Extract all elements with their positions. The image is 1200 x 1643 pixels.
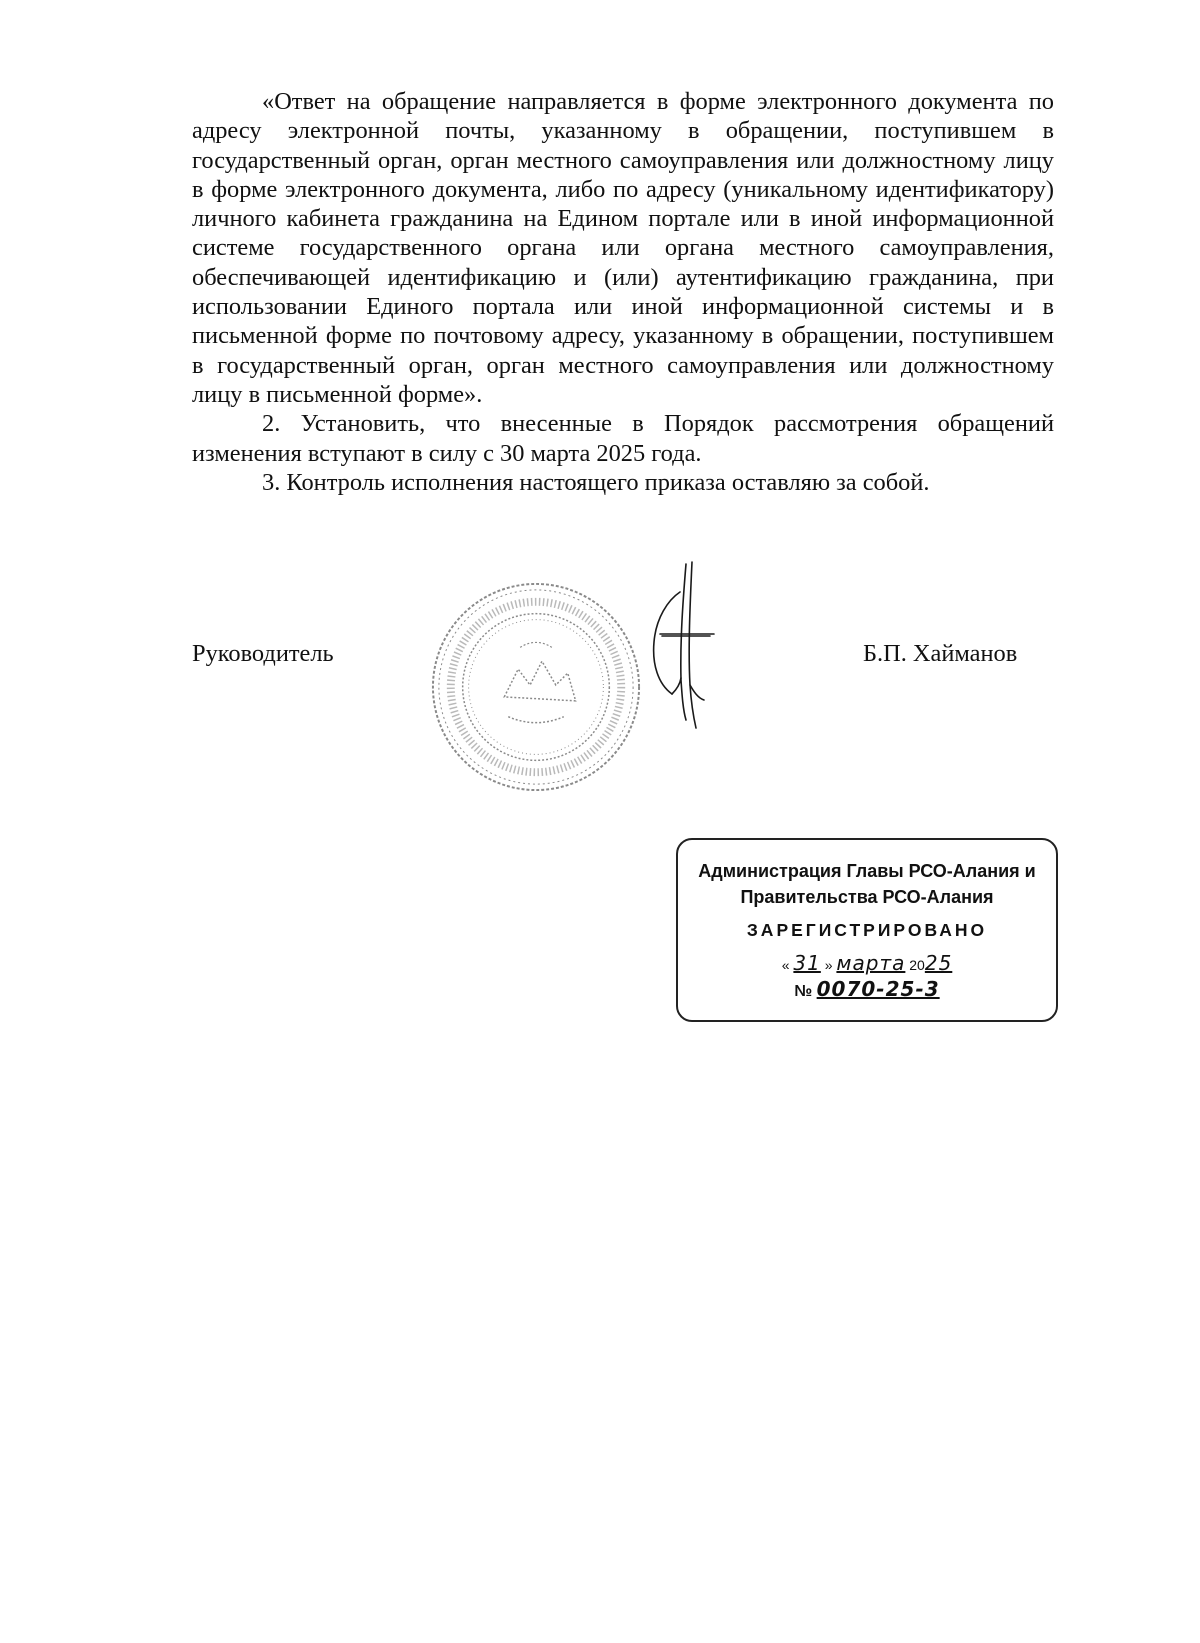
stamp-close-quote: » <box>824 957 833 973</box>
paragraph-2: 2. Установить, что внесенные в Порядок рассмотрения обращений изменения вступают в силу с 30 марта 2025 года. <box>192 410 1054 467</box>
stamp-year-suffix: 25 <box>924 951 953 975</box>
paragraph-quote: «Ответ на обращение направляется в форме электронного документа по адресу электронной почты, указанному в обращении, поступившем в государственный орган, орган местного самоуправления или должностному лицу в форме электронного документа, либо по адресу (уникальному идентификатору) личного кабинета гражданина на Едином портале или в иной информационной системе государственного органа или органа местного самоуправления, обеспечивающей идентификацию и (или) аутентификацию гражданина, при использовании Единого портала или иной информационной системы и в письменной форме по почтовому адресу, указанному в обращении, поступившем в государственный орган, орган местного самоуправления или должностному лицу в письменной форме». <box>192 88 1054 408</box>
paragraph-3: 3. Контроль исполнения настоящего приказа оставляю за собой. <box>262 468 930 496</box>
stamp-month: марта <box>836 951 906 975</box>
stamp-org-line-1: Администрация Главы РСО-Алания и <box>698 861 1036 881</box>
stamp-number-value: 0070-25-3 <box>816 977 940 1001</box>
stamp-open-quote: « <box>781 957 790 973</box>
stamp-number <box>678 977 1056 1001</box>
signatory-title: Руководитель <box>192 640 334 667</box>
registration-stamp <box>676 838 1058 1022</box>
stamp-date <box>678 951 1056 975</box>
document-body <box>192 87 1054 497</box>
handwritten-signature <box>650 560 730 735</box>
official-seal <box>427 578 645 796</box>
stamp-org-line-2: Правительства РСО-Алания <box>740 887 994 907</box>
stamp-year-prefix: 20 <box>909 957 925 973</box>
signatory-name: Б.П. Хайманов <box>863 640 1018 667</box>
stamp-number-label: № <box>794 983 813 1000</box>
stamp-day: 31 <box>793 951 821 975</box>
stamp-status: ЗАРЕГИСТРИРОВАНО <box>746 920 988 940</box>
